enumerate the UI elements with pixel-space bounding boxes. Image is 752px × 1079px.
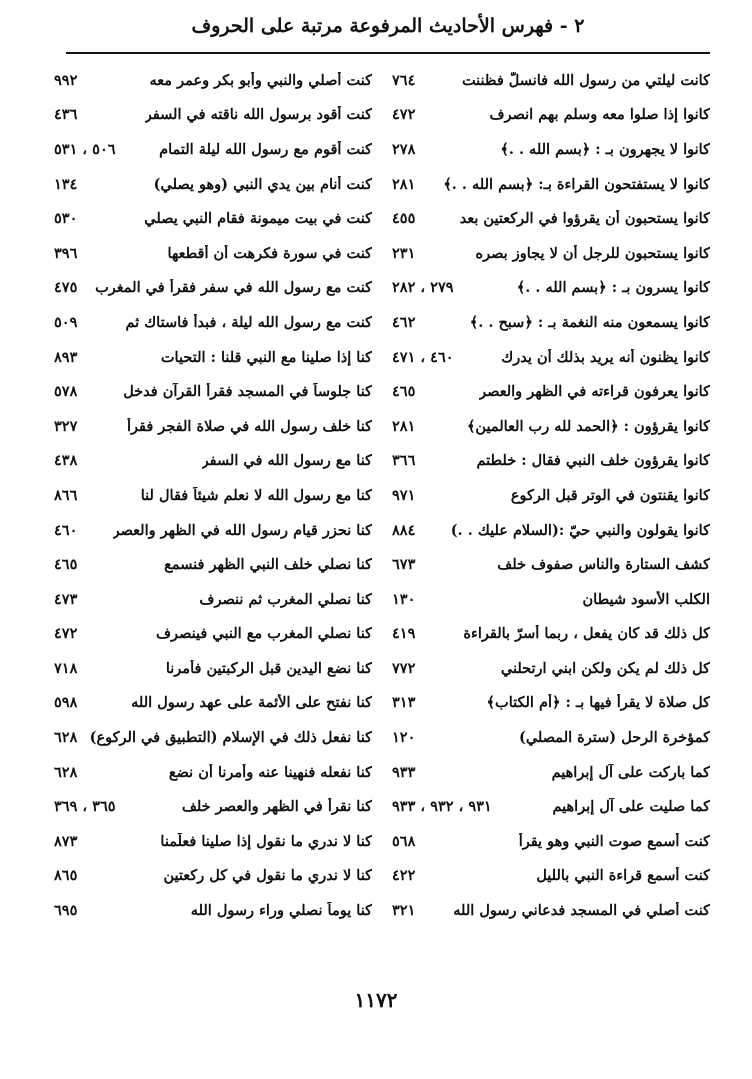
entry-text: كنا لا ندري ما نقول في كل ركعتين	[163, 867, 372, 885]
index-entry	[392, 686, 710, 721]
index-entry	[392, 201, 710, 236]
entry-text: كنا نفتح على الأئمة على عهد رسول الله	[131, 694, 372, 712]
index-entry	[392, 893, 710, 928]
entry-text: كانوا لا يجهرون بـ : ﴿بسم الله . .﴾	[500, 140, 710, 158]
index-entry	[54, 478, 372, 513]
entry-page-number: ٤٣٨	[54, 452, 78, 470]
left-column	[54, 63, 372, 943]
entry-text: كنا نصلي المغرب مع النبي فينصرف	[156, 625, 372, 643]
index-entry	[54, 444, 372, 479]
entry-text: كانوا يعرفون قراءته في الظهر والعصر	[479, 383, 710, 401]
index-entry	[54, 340, 372, 375]
entry-page-number: ٨٧٣	[54, 832, 78, 850]
entry-page-number: ٣٢١	[392, 902, 416, 920]
entry-text: كمؤخرة الرحل (سترة المصلي)	[518, 729, 710, 747]
entry-page-number: ٦٩٥	[54, 902, 78, 920]
index-entry	[392, 444, 710, 479]
entry-text: كانت ليلتي من رسول الله فانسلّ فظننت	[461, 71, 710, 89]
index-entry	[392, 340, 710, 375]
entry-text: الكلب الأسود شيطان	[582, 590, 710, 608]
index-entry	[54, 305, 372, 340]
entry-text: كانوا يظنون أنه يريد بذلك أن يدرك	[501, 348, 710, 366]
entry-page-number: ٤٧٢	[392, 106, 416, 124]
entry-page-number: ٢٣١	[392, 244, 416, 262]
entry-page-number: ٤٦٠	[54, 521, 78, 539]
entry-text: كانوا يقنتون في الوتر قبل الركوع	[510, 486, 710, 504]
index-entry	[392, 859, 710, 894]
index-entry	[392, 547, 710, 582]
entry-text: كل صلاة لا يقرأ فيها بـ : ﴿أم الكتاب﴾	[486, 694, 710, 712]
entry-page-number: ٢٨١	[392, 417, 416, 435]
entry-page-number: ٢٧٩ ، ٢٨٢	[392, 279, 454, 297]
entry-text: كنا نفعله فنهينا عنه وأمرنا أن نضع	[168, 763, 372, 781]
entry-page-number: ٤١٩	[392, 625, 416, 643]
entry-page-number: ٦٢٨	[54, 763, 78, 781]
entry-page-number: ١٣٠	[392, 590, 416, 608]
entry-text: كنا لا ندري ما نقول إذا صلينا فعلّمنا	[160, 832, 372, 850]
entry-text: كل ذلك لم يكن ولكن ابني ارتحلني	[500, 659, 710, 677]
entry-page-number: ٥٠٦ ، ٥٣١	[54, 140, 116, 158]
entry-text: كنت مع رسول الله ليلة ، فبدأ فاستاك ثم	[125, 313, 372, 331]
entry-page-number: ٧١٨	[54, 659, 78, 677]
entry-text: كنت أقوم مع رسول الله ليلة التمام	[159, 140, 372, 158]
index-entry	[392, 755, 710, 790]
entry-page-number: ٣٢٧	[54, 417, 78, 435]
index-entry	[392, 271, 710, 306]
entry-text: كنت مع رسول الله في سفر فقرأ في المغرب	[95, 279, 372, 297]
entry-text: كنا مع رسول الله لا نعلم شيئاً فقال لنا	[140, 486, 372, 504]
index-entry	[54, 513, 372, 548]
entry-page-number: ٤٧٥	[54, 279, 78, 297]
index-entry	[392, 132, 710, 167]
index-entry	[392, 374, 710, 409]
index-entry	[54, 651, 372, 686]
entry-text: كنت في سورة فكرهت أن أقطعها	[167, 244, 372, 262]
index-entry	[392, 824, 710, 859]
entry-text: كانوا يستحبون أن يقرؤوا في الركعتين بعد	[459, 210, 710, 228]
entry-text: كانوا يسرون بـ : ﴿بسم الله . .﴾	[516, 279, 710, 297]
index-entry	[392, 582, 710, 617]
index-entry	[54, 409, 372, 444]
entry-page-number: ٤٧٣	[54, 590, 78, 608]
index-entry	[54, 617, 372, 652]
entry-text: كما صليت على آل إبراهيم	[552, 798, 710, 816]
index-entry	[392, 409, 710, 444]
entry-text: كانوا يسمعون منه النغمة بـ : ﴿سبح . .﴾	[469, 313, 710, 331]
entry-page-number: ٩٩٢	[54, 71, 78, 89]
entry-text: كل ذلك قد كان يفعل ، ربما أسرّ بالقراءة	[463, 625, 710, 643]
entry-text: كنت أصلي والنبي وأبو بكر وعمر معه	[149, 71, 372, 89]
entry-text: كنت أقود برسول الله ناقته في السفر	[144, 106, 372, 124]
entry-text: كانوا يقرؤون خلف النبي فقال : خلطتم	[476, 452, 710, 470]
entry-page-number: ٥٧٨	[54, 383, 78, 401]
entry-text: كانوا يقرؤون : ﴿الحمد لله رب العالمين﴾	[466, 417, 710, 435]
index-entry	[54, 374, 372, 409]
index-entry	[54, 201, 372, 236]
entry-text: كنا نحزر قيام رسول الله في الظهر والعصر	[112, 521, 372, 539]
index-entry	[54, 686, 372, 721]
entry-page-number: ١٣٤	[54, 175, 78, 193]
entry-page-number: ٦٢٨	[54, 729, 78, 747]
index-entry	[54, 893, 372, 928]
entry-page-number: ٤٣٦	[54, 106, 78, 124]
entry-page-number: ٥٣٠	[54, 210, 78, 228]
entry-page-number: ٢٨١	[392, 175, 416, 193]
entry-text: كشف الستارة والناس صفوف خلف	[497, 556, 710, 574]
index-entry	[392, 617, 710, 652]
index-entry	[392, 513, 710, 548]
entry-text: كنا جلوساً في المسجد فقرأ القرآن فدخل	[123, 383, 372, 401]
entry-page-number: ٤٢٢	[392, 867, 416, 885]
entry-text: كنا يوماً نصلي وراء رسول الله	[190, 902, 372, 920]
entry-text: كما باركت على آل إبراهيم	[551, 763, 710, 781]
entry-page-number: ٤٧٢	[54, 625, 78, 643]
entry-text: كنت أنام بين يدي النبي (وهو يصلي)	[153, 175, 372, 193]
entry-page-number: ٣٦٥ ، ٣٦٩	[54, 798, 116, 816]
entry-page-number: ٣١٣	[392, 694, 416, 712]
entry-page-number: ٤٥٥	[392, 210, 416, 228]
entry-text: كنت في بيت ميمونة فقام النبي يصلي	[144, 210, 372, 228]
entry-text: كانوا لا يستفتحون القراءة بـ: ﴿بسم الله . .﴾	[443, 175, 710, 193]
entry-text: كنت أسمع صوت النبي وهو يقرأ	[518, 832, 710, 850]
right-column	[392, 63, 710, 943]
entry-text: كانوا يقولون والنبي حيّ :(السلام عليك . .)	[450, 521, 710, 539]
index-entry	[392, 478, 710, 513]
index-entry	[392, 651, 710, 686]
index-entry	[54, 167, 372, 202]
index-entry	[392, 167, 710, 202]
entry-page-number: ٨٨٤	[392, 521, 416, 539]
entry-page-number: ٩٣١ ، ٩٣٢ ، ٩٣٣	[392, 798, 492, 816]
page-title: ٢ - فهرس الأحاديث المرفوعة مرتبة على الحروف	[191, 15, 585, 37]
entry-text: كنا نفعل ذلك في الإسلام (التطبيق في الركوع)	[89, 729, 372, 747]
entry-text: كنا نصلي خلف النبي الظهر فنسمع	[164, 556, 372, 574]
entry-page-number: ٧٧٢	[392, 659, 416, 677]
index-entry	[392, 98, 710, 133]
entry-page-number: ٤٦٢	[392, 313, 416, 331]
entry-text: كانوا يستحبون للرجل أن لا يجاوز بصره	[475, 244, 710, 262]
index-entry	[392, 63, 710, 98]
index-entry	[54, 859, 372, 894]
index-entry	[54, 789, 372, 824]
index-entry	[392, 305, 710, 340]
entry-page-number: ٤٦٠ ، ٤٧١	[392, 348, 454, 366]
entry-page-number: ٥٠٩	[54, 313, 78, 331]
index-entry	[54, 755, 372, 790]
entry-page-number: ٣٦٦	[392, 452, 416, 470]
index-entry	[54, 271, 372, 306]
index-entry	[392, 720, 710, 755]
index-entry	[54, 236, 372, 271]
entry-text: كنا إذا صلينا مع النبي قلنا : التحيات	[160, 348, 372, 366]
entry-page-number: ٨٦٦	[54, 486, 78, 504]
page-header	[66, 0, 710, 54]
entry-text: كنا نصلي المغرب ثم ننصرف	[199, 590, 372, 608]
index-entry	[54, 582, 372, 617]
entry-text: كنا خلف رسول الله في صلاة الفجر فقرأ	[126, 417, 372, 435]
entry-text: كنت أصلي في المسجد فدعاني رسول الله	[453, 902, 710, 920]
index-entry	[392, 236, 710, 271]
entry-page-number: ١٢٠	[392, 729, 416, 747]
index-entry	[392, 789, 710, 824]
entry-page-number: ٣٩٦	[54, 244, 78, 262]
index-entry	[54, 98, 372, 133]
entry-text: كنت أسمع قراءة النبي بالليل	[536, 867, 710, 885]
entry-text: كنا نقرأ في الظهر والعصر خلف	[181, 798, 372, 816]
entry-text: كانوا إذا صلوا معه وسلم بهم انصرف	[489, 106, 710, 124]
entry-text: كنا نضع اليدين قبل الركبتين فأُمرنا	[165, 659, 372, 677]
index-entry	[54, 720, 372, 755]
entry-page-number: ٥٩٨	[54, 694, 78, 712]
entry-page-number: ٧٦٤	[392, 71, 416, 89]
page-number: ١١٧٢	[354, 988, 398, 1012]
entry-page-number: ٩٧١	[392, 486, 416, 504]
entry-page-number: ٨٩٣	[54, 348, 78, 366]
entry-page-number: ٤٦٥	[54, 556, 78, 574]
entry-page-number: ٦٧٣	[392, 556, 416, 574]
entry-page-number: ٢٧٨	[392, 140, 416, 158]
index-entry	[54, 824, 372, 859]
entry-page-number: ٩٣٣	[392, 763, 416, 781]
entry-page-number: ٥٦٨	[392, 832, 416, 850]
index-entry	[54, 547, 372, 582]
index-entry	[54, 63, 372, 98]
entry-page-number: ٤٦٥	[392, 383, 416, 401]
entry-text: كنا مع رسول الله في السفر	[201, 452, 372, 470]
entry-page-number: ٨٦٥	[54, 867, 78, 885]
index-entry	[54, 132, 372, 167]
